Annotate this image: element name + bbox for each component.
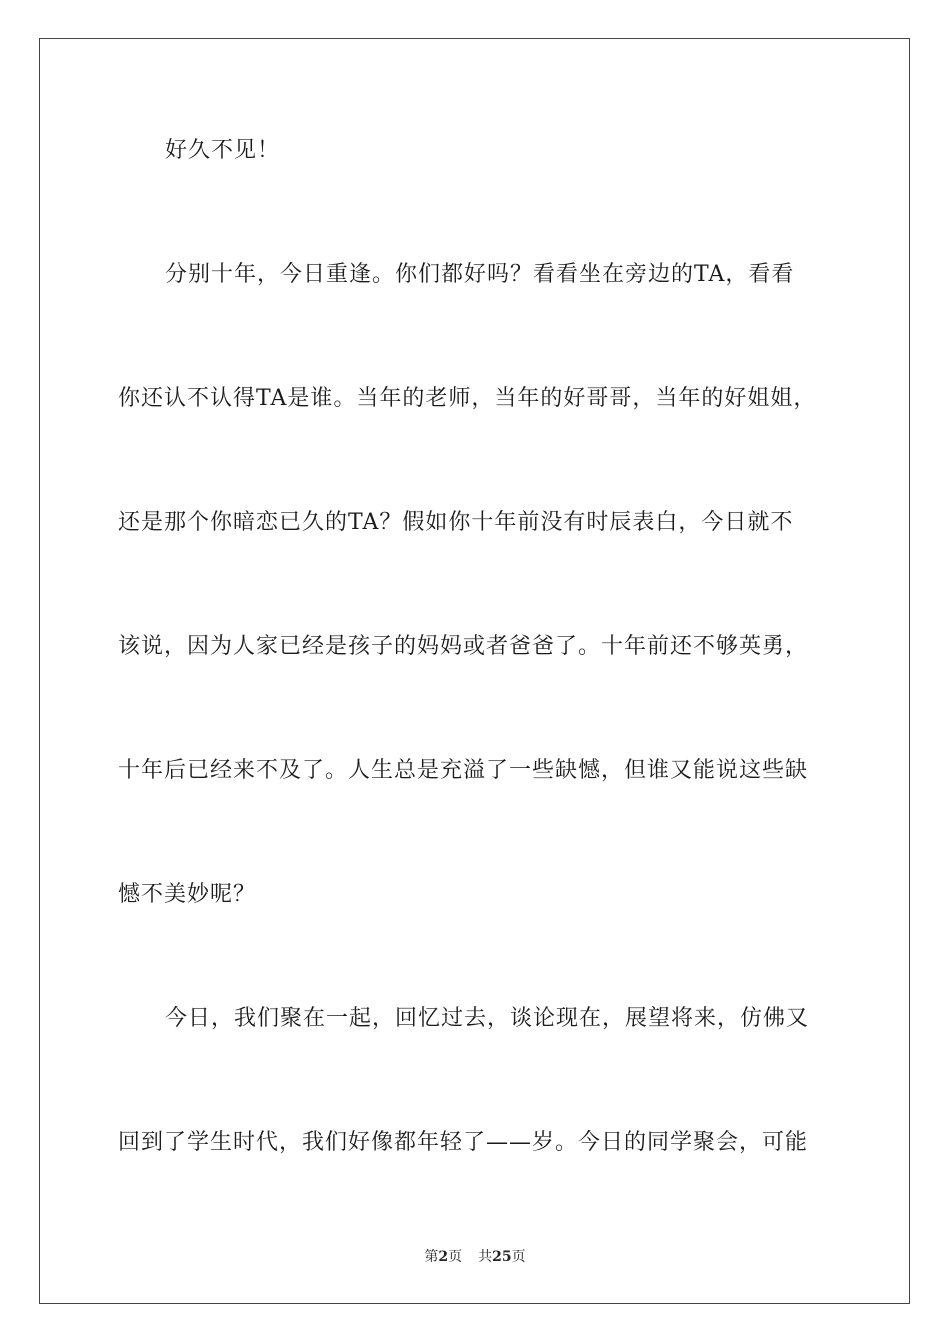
paragraph-line: 好久不见！	[165, 138, 281, 163]
paragraph-line: 还是那个你暗恋已久的TA？假如你十年前没有时辰表白，今日就不	[118, 510, 794, 535]
paragraph-line: 该说，因为人家已经是孩子的妈妈或者爸爸了。十年前还不够英勇，	[118, 634, 809, 659]
total-suffix: 页	[511, 1249, 526, 1265]
page-footer	[0, 1246, 950, 1266]
paragraph-line: 今日，我们聚在一起，回忆过去，谈论现在，展望将来，仿佛又	[165, 1006, 810, 1031]
paragraph-line: 十年后已经来不及了。人生总是充溢了一些缺憾，但谁又能说这些缺	[118, 758, 809, 783]
page-total: 25	[492, 1249, 512, 1265]
total-prefix: 共	[478, 1249, 493, 1265]
page-prefix: 第	[424, 1249, 439, 1265]
paragraph-line: 回到了学生时代，我们好像都年轻了——岁。今日的同学聚会，可能	[118, 1130, 809, 1155]
page-suffix: 页	[448, 1249, 463, 1265]
paragraph-line: 憾不美妙呢？	[118, 882, 257, 907]
page-current: 2	[438, 1249, 449, 1265]
paragraph-line: 分别十年，今日重逢。你们都好吗？看看坐在旁边的TA，看看	[165, 262, 795, 287]
paragraph-line: 你还认不认得TA是谁。当年的老师，当年的好哥哥，当年的好姐姐，	[118, 386, 817, 411]
page-border	[39, 38, 910, 1304]
